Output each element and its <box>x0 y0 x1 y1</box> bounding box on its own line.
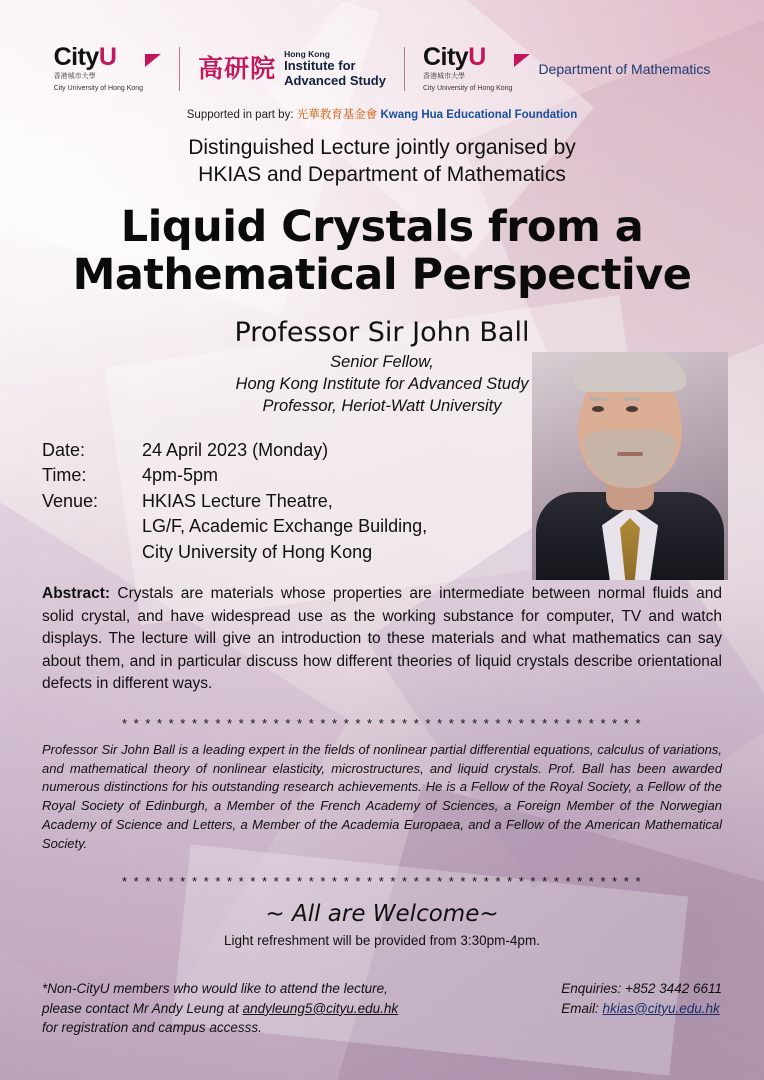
dept-wordmark-city: City <box>422 42 469 71</box>
cityu-wordmark-city: City <box>53 42 99 71</box>
cityu-flag-icon <box>145 54 161 67</box>
footer-contact <box>561 979 722 1018</box>
divider-stars-top: * * * * * * * * * * * * * * * * * * * * * * * * * * * * * * * * * * * * * * * * * * * * * <box>121 715 643 731</box>
dept-cityu-wordmark <box>422 42 512 71</box>
divider-stars-bottom: * * * * * * * * * * * * * * * * * * * * * * * * * * * * * * * * * * * * * * * * * * * * * <box>121 873 643 889</box>
dept-name: Department of Mathematics <box>538 60 711 77</box>
abstract-label: Abstract: <box>42 585 111 603</box>
dept-flag-icon <box>514 54 530 67</box>
footer-note-line2 <box>42 999 398 1019</box>
cityu-wordmark <box>53 42 143 71</box>
logo-divider <box>404 47 405 91</box>
speaker-role-line2: Hong Kong Institute for Advanced Study <box>235 375 529 394</box>
logo-bar <box>42 0 722 100</box>
portrait-eye-right <box>626 406 638 412</box>
dept-wordmark-u: U <box>468 42 486 71</box>
page-title-line2: Mathematical Perspective <box>72 249 692 300</box>
email-label: Email: <box>561 1000 603 1016</box>
hkias-logo-line1: Hong Kong <box>284 48 330 59</box>
footer-note-line1: *Non-CityU members who would like to attend the lecture, <box>42 981 388 997</box>
date-value: 24 April 2023 (Monday) <box>142 439 329 460</box>
page-title <box>42 203 722 299</box>
venue-value-line1: HKIAS Lecture Theatre, <box>142 490 333 511</box>
venue-value-line2: LG/F, Academic Exchange Building, <box>142 516 428 537</box>
speaker-portrait <box>532 352 728 580</box>
hkias-email-link[interactable]: hkias@cityu.edu.hk <box>602 1000 720 1016</box>
portrait-mouth <box>617 452 643 456</box>
portrait-hair <box>574 352 686 392</box>
footer-note-line3: for registration and campus accesss. <box>42 1020 262 1036</box>
hkias-logo-line2: Institute for <box>284 58 356 74</box>
supporter-zh: 光華教育基金會 <box>296 109 378 121</box>
hkias-logo-cjk: 高研院 <box>198 54 277 84</box>
footer-note-line2-text: please contact Mr Andy Leung at <box>42 1000 243 1016</box>
dept-cityu-en: City University of Hong Kong <box>422 84 513 92</box>
time-value: 4pm-5pm <box>142 465 219 486</box>
hkias-logo-line3: Advanced Study <box>284 72 386 88</box>
supported-prefix: Supported in part by: <box>186 109 294 121</box>
contact-email-link[interactable]: andyleung5@cityu.edu.hk <box>242 1000 399 1016</box>
speaker-bio: Professor Sir John Ball is a leading expert in the fields of nonlinear partial differential equations, calculus of variations, and mathematical theory of nonlinear elasticity, microstructures, and liquid crystals. Prof. Ball has been awarded numerous distinctions for his outstanding research achievements. He is a Fellow of the Royal Society, a Fellow of the Royal Society of Edinburgh, a Member of the French Academy of Sciences, a Foreign Member of the Norwegian Academy of Science and Letters, a Member of the Academia Europaea, and a Fellow of the American Mathematical Society. <box>42 741 722 851</box>
speaker-role-line3: Professor, Heriot-Watt University <box>262 397 502 416</box>
venue-value-line3: City University of Hong Kong <box>142 541 373 562</box>
poster-footer <box>42 979 722 1038</box>
hkias-logo-en <box>284 50 386 89</box>
welcome-line: ~ All are Welcome~ <box>265 900 499 927</box>
refreshment-line: Light refreshment will be provided from 3:30pm-4pm. <box>224 932 540 948</box>
abstract-text: Crystals are materials whose properties are intermediate between normal fluids and solid crystal, and have widespread use as the working substance for computer, TV and watch displays. The lecture will give an introduction to these materials and what mathematics can say about them, and in particular discuss how different theories of liquid crystals describe orientational defects in different ways. <box>42 585 722 693</box>
logo-divider <box>179 47 180 91</box>
supporter-en: Kwang Hua Educational Foundation <box>380 109 578 121</box>
page-title-line1: Liquid Crystals from a <box>120 201 644 252</box>
portrait-eyebrow-right <box>623 397 641 401</box>
portrait-eye-left <box>592 406 604 412</box>
enquiries-line: Enquiries: +852 3442 6611 <box>561 981 722 997</box>
venue-label: Venue: <box>42 490 99 511</box>
speaker-role-line1: Senior Fellow, <box>330 352 434 371</box>
hkias-logo <box>198 50 386 89</box>
supported-by-line <box>42 106 722 122</box>
cityu-logo-en: City University of Hong Kong <box>53 84 144 92</box>
email-line <box>561 999 722 1019</box>
footer-note <box>42 979 398 1038</box>
dept-cityu-zh: 香港城市大學 <box>422 72 465 80</box>
cityu-logo-zh: 香港城市大學 <box>53 72 96 80</box>
lecture-subtitle-line1: Distinguished Lecture jointly organised by <box>188 136 576 159</box>
cityu-logo <box>53 42 161 94</box>
dept-logo <box>422 42 711 94</box>
date-label: Date: <box>42 439 86 460</box>
cityu-wordmark-u: U <box>98 42 117 71</box>
speaker-name: Professor Sir John Ball <box>234 316 530 348</box>
lecture-subtitle-line2: HKIAS and Department of Mathematics <box>198 163 566 187</box>
abstract-paragraph <box>42 583 722 695</box>
lecture-subtitle <box>42 134 722 189</box>
portrait-eyebrow-left <box>589 397 607 401</box>
time-label: Time: <box>42 465 87 486</box>
